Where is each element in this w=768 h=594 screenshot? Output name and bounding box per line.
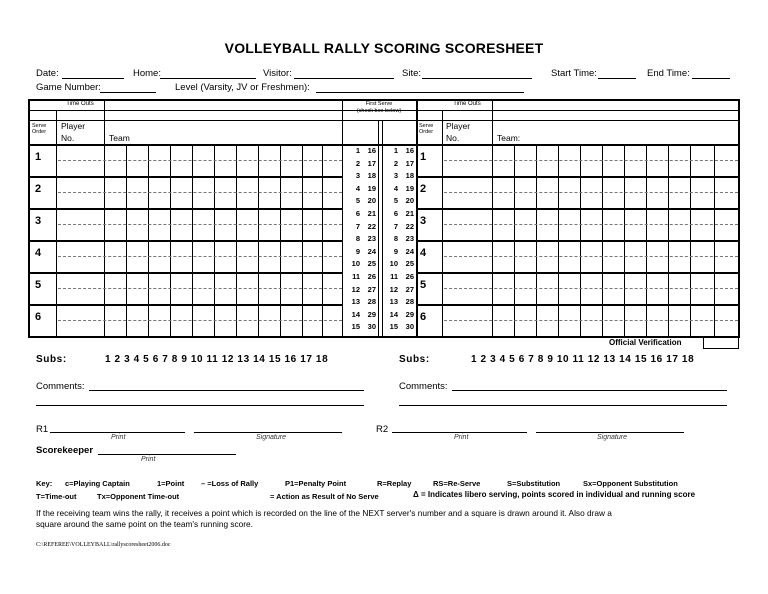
serve-order-right: Serve Order (419, 123, 434, 135)
game-number-field[interactable] (100, 92, 156, 93)
running-score-right-low[interactable]: 4 (393, 183, 398, 193)
check-box-label: (check box below) (356, 108, 402, 114)
no-label-left: No. (61, 133, 75, 143)
running-score-right-high[interactable]: 20 (405, 196, 414, 206)
r2-print-caption: Print (454, 434, 469, 441)
official-verification-label: Official Verification (609, 338, 682, 347)
r1-signature-field[interactable] (194, 432, 342, 433)
running-score-left-high[interactable]: 17 (367, 158, 376, 168)
comments-label-right: Comments: (399, 381, 448, 392)
running-score-right-low[interactable]: 10 (389, 259, 398, 269)
team-label-right: Team: (497, 133, 521, 143)
running-score-right-high[interactable]: 27 (405, 284, 414, 294)
running-score-right-low[interactable]: 1 (393, 146, 398, 155)
running-score-left-high[interactable]: 27 (367, 284, 376, 294)
running-score-right-high[interactable]: 25 (405, 259, 414, 269)
timeouts-label-right: Time Outs (453, 101, 481, 107)
serve-order-2-right: 2 (420, 183, 427, 195)
home-label: Home: (133, 68, 161, 79)
running-score-left-high[interactable]: 21 (367, 209, 376, 218)
start-time-label: Start Time: (551, 68, 597, 79)
scorekeeper-field[interactable] (98, 454, 236, 455)
serve-order-1-left: 1 (35, 151, 42, 163)
running-score-left-high[interactable]: 29 (367, 309, 376, 319)
running-score-right-high[interactable]: 17 (405, 158, 414, 168)
running-score-right-low[interactable]: 2 (393, 158, 398, 168)
serve-order-6-left: 6 (35, 311, 42, 323)
running-score-right-low[interactable]: 11 (390, 272, 398, 281)
start-time-field[interactable] (598, 78, 636, 79)
footer-path: C:\REFEREE\VOLLEYBALL\rallyscoresheet2006.doc (36, 542, 171, 548)
key-opp-sub: Sx=Opponent Substitution (583, 479, 678, 488)
running-score-left-low[interactable]: 11 (352, 272, 360, 281)
serve-order-3-right: 3 (420, 215, 427, 227)
r1-print-caption: Print (111, 434, 126, 441)
serve-order-1-right: 1 (420, 151, 427, 163)
comments-label-left: Comments: (36, 381, 85, 392)
running-score-left-low[interactable]: 2 (355, 158, 360, 168)
running-score-left-low[interactable]: 13 (351, 297, 360, 307)
running-score-left-high[interactable]: 25 (367, 259, 376, 269)
page-title: VOLLEYBALL RALLY SCORING SCORESHEET (224, 40, 544, 56)
running-score-right-low[interactable]: 8 (393, 234, 398, 244)
visitor-label: Visitor: (263, 68, 292, 79)
running-score-right-low[interactable]: 3 (393, 171, 398, 181)
running-score-left-low[interactable]: 3 (355, 171, 360, 181)
comments-field-right[interactable] (452, 390, 727, 391)
key-point: 1=Point (157, 479, 185, 488)
running-score-right-low[interactable]: 9 (393, 246, 398, 256)
running-score-right-high[interactable]: 26 (405, 272, 414, 281)
serve-order-5-right: 5 (420, 279, 427, 291)
key-loss: – =Loss of Rally (201, 479, 259, 488)
first-serve-label: First Serve (365, 101, 393, 107)
running-score-right-low[interactable]: 12 (389, 284, 398, 294)
running-score-left-low[interactable]: 9 (355, 246, 360, 256)
running-score-right-high[interactable]: 23 (405, 234, 414, 244)
running-score-left-high[interactable]: 20 (367, 196, 376, 206)
key-captain: c=Playing Captain (65, 479, 130, 488)
running-score-left-low[interactable]: 15 (351, 322, 360, 332)
running-score-right-low[interactable]: 5 (393, 196, 398, 206)
r2-print-field[interactable] (392, 432, 527, 433)
end-time-label: End Time: (647, 68, 690, 79)
serve-order-5-left: 5 (35, 279, 42, 291)
key-substitution: S=Substitution (507, 479, 561, 488)
key-no-serve: = Action as Result of No Serve (270, 492, 379, 501)
running-score-right-high[interactable]: 16 (405, 146, 414, 155)
running-score-right-high[interactable]: 18 (405, 171, 414, 181)
running-score-right-high[interactable]: 24 (405, 246, 414, 256)
r1-print-field[interactable] (50, 432, 185, 433)
r2-label: R2 (376, 424, 389, 435)
running-score-left-high[interactable]: 30 (367, 322, 376, 332)
running-score-left-high[interactable]: 28 (367, 297, 376, 307)
running-score-left-high[interactable]: 23 (367, 234, 376, 244)
key-penalty: P1=Penalty Point (285, 479, 347, 488)
serve-order-2-left: 2 (35, 183, 42, 195)
scorekeeper-label: Scorekeeper (36, 445, 94, 456)
comments-field-right-2[interactable] (399, 405, 727, 406)
level-label: Level (Varsity, JV or Freshmen): (175, 82, 310, 93)
official-verification-box[interactable] (703, 337, 739, 349)
team-label-left: Team (109, 133, 130, 143)
instruction-line-1: If the receiving team wins the rally, it receives a point which is recorded on the line of the NEXT server's number and a square is drawn around it. Also draw a (36, 508, 612, 518)
running-score-right-high[interactable]: 28 (405, 297, 414, 307)
end-time-field[interactable] (692, 78, 730, 79)
running-score-left-low[interactable]: 8 (355, 234, 360, 244)
serve-order-4-right: 4 (420, 247, 427, 259)
visitor-field[interactable] (294, 78, 394, 79)
r2-signature-caption: Signature (597, 434, 627, 441)
scorekeeper-print-caption: Print (141, 456, 156, 463)
running-score-left-low[interactable]: 4 (355, 183, 360, 193)
key-timeout: T=Time-out (36, 492, 77, 501)
comments-field-left-2[interactable] (36, 405, 364, 406)
running-score-left-low[interactable]: 10 (351, 259, 360, 269)
date-field[interactable] (62, 78, 124, 79)
subs-label-left: Subs: (36, 354, 67, 365)
key-reserve: RS=Re-Serve (433, 479, 481, 488)
serve-order-4-left: 4 (35, 247, 42, 259)
running-score-left-high[interactable]: 22 (367, 221, 376, 231)
serve-order-3-left: 3 (35, 215, 42, 227)
running-score-left-high[interactable]: 18 (367, 171, 376, 181)
no-label-right: No. (446, 133, 460, 143)
date-label: Date: (36, 68, 59, 79)
key-libero: Δ = Indicates libero serving, points scored in individual and running score (413, 490, 696, 499)
level-field[interactable] (316, 92, 524, 93)
site-label: Site: (402, 68, 422, 79)
running-score-right-high[interactable]: 19 (405, 183, 414, 193)
running-score-right-high[interactable]: 21 (405, 209, 414, 218)
running-score-right-high[interactable]: 29 (405, 309, 414, 319)
game-number-label: Game Number: (36, 82, 101, 93)
running-score-left-low[interactable]: 1 (355, 146, 360, 155)
running-score-left-high[interactable]: 26 (367, 272, 376, 281)
running-score-right-low[interactable]: 15 (389, 322, 398, 332)
player-label-right: Player (446, 121, 471, 131)
r1-label: R1 (36, 424, 49, 435)
subs-numbers-right: 1 2 3 4 5 6 7 8 9 10 11 12 13 14 15 16 17 18 (471, 354, 695, 365)
serve-order-left: Serve Order (32, 123, 47, 135)
running-score-left-high[interactable]: 19 (367, 183, 376, 193)
site-field[interactable] (422, 78, 532, 79)
player-label-left: Player (61, 121, 86, 131)
running-score-right-low[interactable]: 7 (393, 221, 398, 231)
r2-signature-field[interactable] (536, 432, 684, 433)
r1-signature-caption: Signature (256, 434, 286, 441)
running-score-right-high[interactable]: 22 (405, 221, 414, 231)
key-label: Key: (36, 479, 53, 488)
key-replay: R=Replay (377, 479, 412, 488)
timeouts-label-left: Time Outs (66, 101, 94, 107)
running-score-right-low[interactable]: 14 (389, 309, 398, 319)
running-score-right-low[interactable]: 6 (393, 209, 398, 218)
instruction-line-2: square around the same point on the team's running score. (36, 519, 253, 529)
running-score-left-low[interactable]: 7 (355, 221, 360, 231)
running-score-right-high[interactable]: 30 (405, 322, 414, 332)
subs-numbers-left: 1 2 3 4 5 6 7 8 9 10 11 12 13 14 15 16 17 18 (105, 354, 329, 365)
running-score-left-high[interactable]: 16 (367, 146, 376, 155)
key-opp-timeout: Tx=Opponent Time-out (97, 492, 180, 501)
serve-order-6-right: 6 (420, 311, 427, 323)
running-score-left-low[interactable]: 14 (351, 309, 360, 319)
running-score-left-high[interactable]: 24 (367, 246, 376, 256)
home-field[interactable] (160, 78, 256, 79)
running-score-left-low[interactable]: 12 (351, 284, 360, 294)
running-score-left-low[interactable]: 6 (355, 209, 360, 218)
running-score-left-low[interactable]: 5 (355, 196, 360, 206)
subs-label-right: Subs: (399, 354, 430, 365)
comments-field-left[interactable] (89, 390, 364, 391)
running-score-right-low[interactable]: 13 (389, 297, 398, 307)
